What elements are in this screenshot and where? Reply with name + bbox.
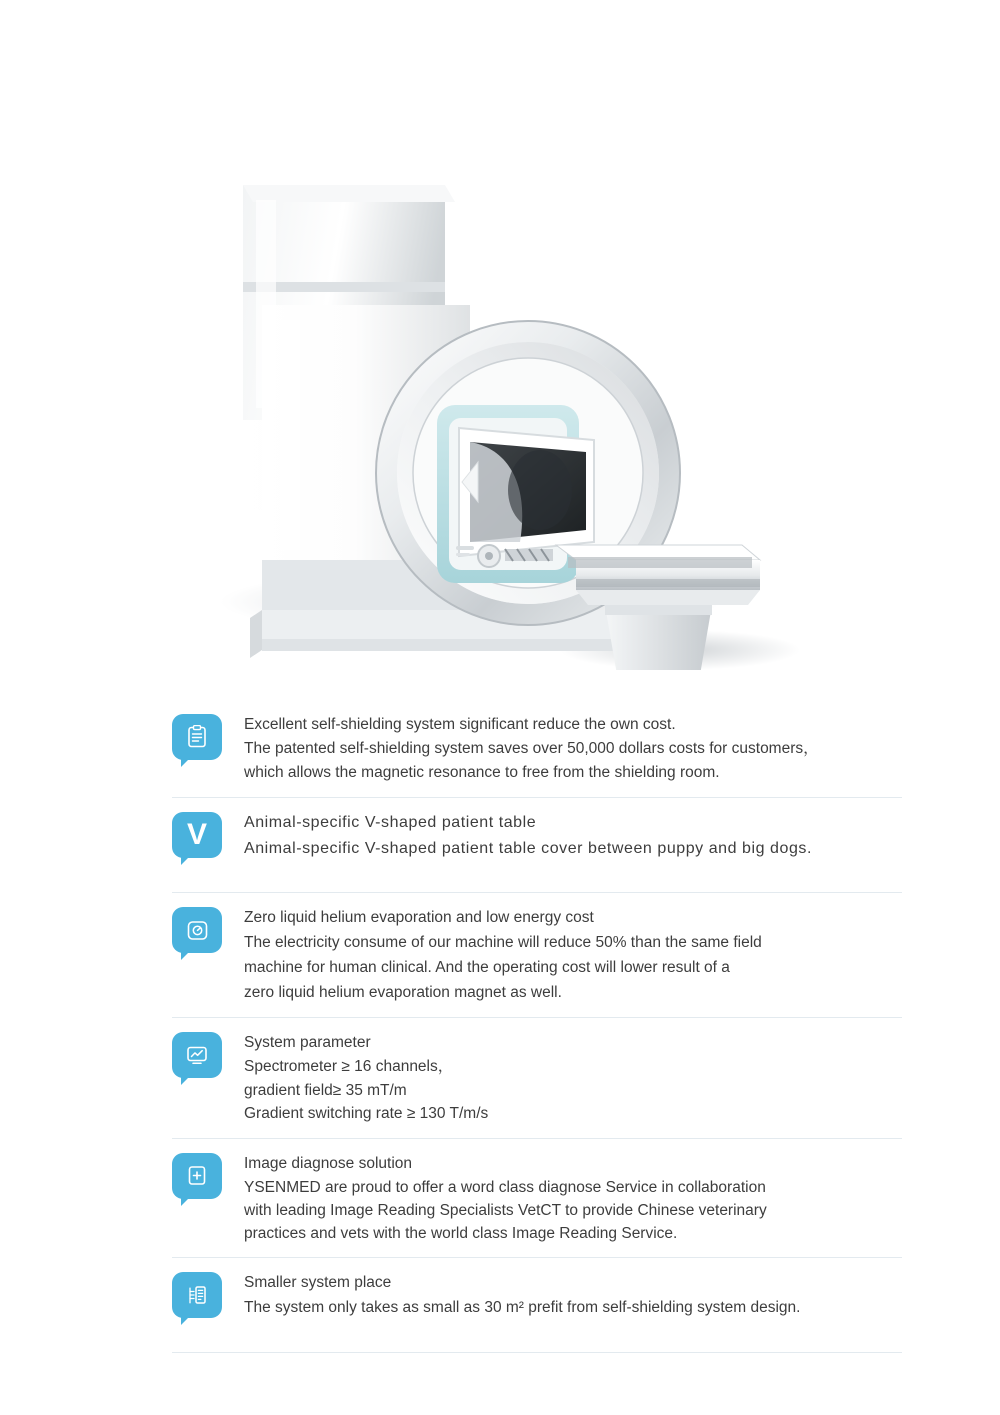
feature-title: System parameter bbox=[244, 1034, 371, 1051]
feature-title: Excellent self-shielding system significant reduce the own cost. bbox=[244, 716, 676, 733]
feature-body-line: gradient field≥ 35 mT/m bbox=[244, 1081, 407, 1099]
clipboard-icon bbox=[172, 714, 222, 760]
list-item bbox=[172, 798, 902, 893]
product-image bbox=[0, 90, 1000, 670]
feature-list bbox=[172, 700, 902, 1353]
list-item bbox=[172, 893, 902, 1018]
chart-monitor-icon bbox=[172, 1032, 222, 1078]
letter-v-icon bbox=[172, 812, 222, 858]
medical-cross-icon bbox=[172, 1153, 222, 1199]
feature-title: Zero liquid helium evaporation and low energy cost bbox=[244, 909, 594, 926]
feature-body bbox=[244, 737, 902, 785]
floorplan-icon bbox=[172, 1272, 222, 1318]
feature-body-line: Gradient switching rate ≥ 130 T/m/s bbox=[244, 1105, 489, 1122]
feature-body-line: YSENMED are proud to offer a word class diagnose Service in collaboration bbox=[244, 1178, 766, 1196]
feature-body-line: Spectrometer ≥ 16 channels， bbox=[244, 1058, 454, 1075]
feature-body bbox=[244, 930, 902, 1005]
feature-body-line: The system only takes as small as 30 m² prefit from self-shielding system design. bbox=[244, 1298, 801, 1316]
feature-body-line: The electricity consume of our machine will reduce 50% than the same field bbox=[244, 934, 762, 951]
list-item bbox=[172, 700, 902, 798]
list-item bbox=[172, 1139, 902, 1258]
feature-body-line: with leading Image Reading Specialists VetCT to provide Chinese veterinary bbox=[244, 1201, 767, 1219]
feature-body bbox=[244, 836, 902, 862]
list-item bbox=[172, 1018, 902, 1139]
feature-body-line: machine for human clinical. And the operating cost will lower result of a bbox=[244, 959, 730, 976]
feature-title: Animal-specific V-shaped patient table bbox=[244, 814, 537, 831]
feature-body bbox=[244, 1176, 902, 1245]
feature-body bbox=[244, 1055, 902, 1126]
list-item bbox=[172, 1258, 902, 1353]
letter-v-glyph: V bbox=[186, 818, 207, 851]
scale-icon bbox=[172, 907, 222, 953]
feature-body-line: The patented self-shielding system saves over 50,000 dollars costs for customers， bbox=[244, 740, 819, 757]
feature-title: Image diagnose solution bbox=[244, 1154, 413, 1172]
feature-body-line: practices and vets with the world class Image Reading Service. bbox=[244, 1224, 678, 1242]
feature-body-line: zero liquid helium evaporation magnet as well. bbox=[244, 984, 562, 1001]
feature-body-line: which allows the magnetic resonance to free from the shielding room. bbox=[244, 764, 720, 781]
feature-title: Smaller system place bbox=[244, 1273, 392, 1291]
feature-body bbox=[244, 1295, 902, 1320]
feature-body-line: Animal-specific V-shaped patient table cover between puppy and big dogs. bbox=[244, 840, 812, 857]
